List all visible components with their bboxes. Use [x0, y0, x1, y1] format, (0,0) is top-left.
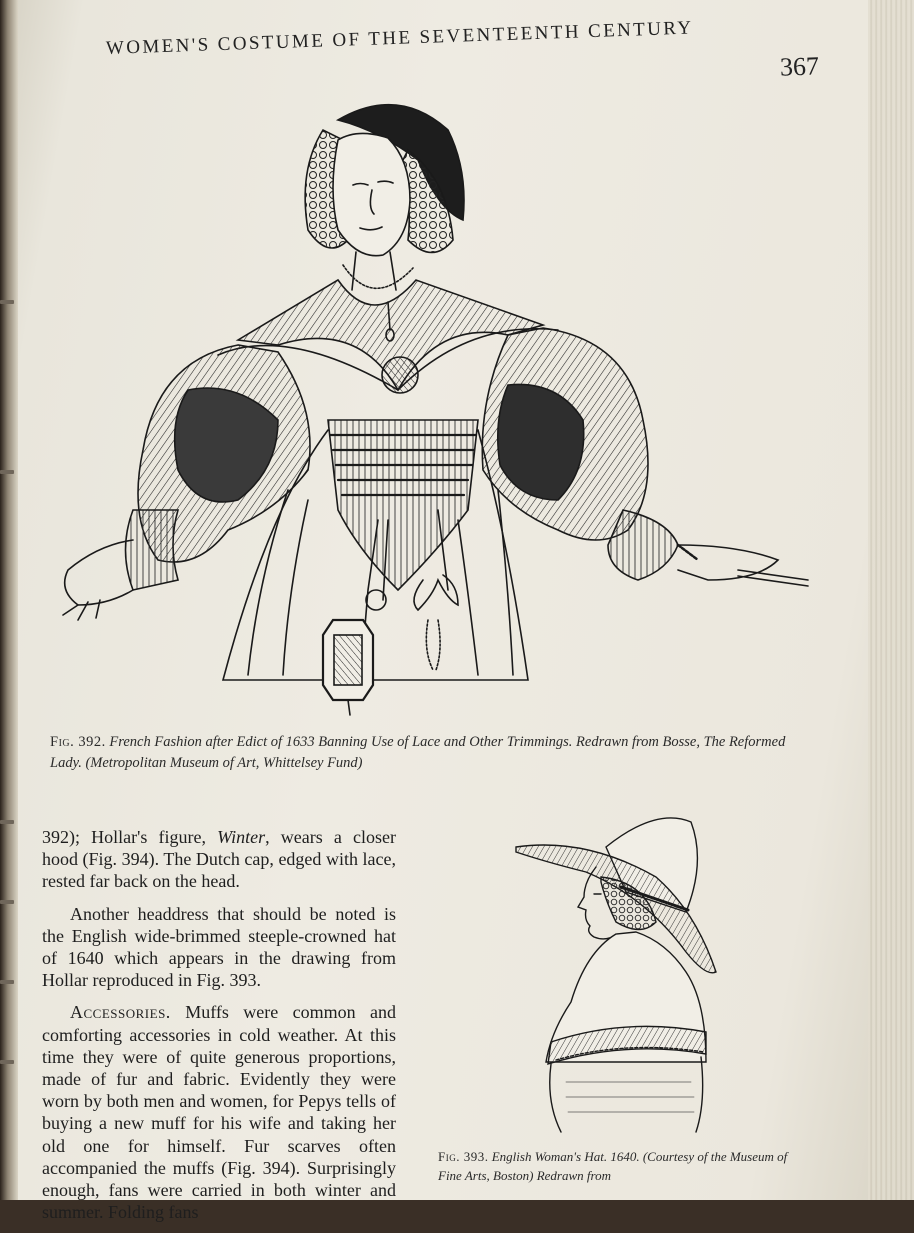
figure-393-caption	[438, 1148, 798, 1186]
figure-393-caption-text: English Woman's Hat. 1640. (Courtesy of the Museum of Fine Arts, Boston) Redrawn from	[438, 1149, 788, 1183]
paragraph-1: 392); Hollar's figure, Winter, wears a closer hood (Fig. 394). The Dutch cap, edged with lace, rested far back on the head.	[42, 827, 396, 892]
figure-392-caption	[50, 732, 820, 774]
section-heading-accessories: Accessories.	[70, 1002, 171, 1023]
paragraph-2: Another headdress that should be noted is the English wide-brimmed steeple-crowned hat of 1640 which appears in the drawing from Hollar reproduced in Fig. 393.	[42, 903, 396, 991]
figure-393-illustration	[506, 802, 736, 1142]
book-page	[18, 0, 914, 1223]
figure-392-number: Fig. 392.	[50, 734, 106, 750]
body-text	[42, 826, 396, 1233]
artwork-title: Winter	[217, 827, 266, 847]
figure-392-caption-text: French Fashion after Edict of 1633 Banning Use of Lace and Other Trimmings. Redrawn from Bosse, The Reformed Lady. (Metropolitan Museum of Art, Whittelsey Fund)	[50, 734, 786, 772]
paragraph-accessories: Accessories. Muffs were common and comforting accessories in cold weather. At this time they were of quite generous proportions, made of fur and fabric. Evidently they were worn by both men and women, for Pepys tells of buying a new muff for his wife and taking her old one for himself. Fur scarves often accompanied the muffs (Fig. 394). Surprisingly enough, fans were carried in both winter and summer. Folding fans	[42, 1002, 396, 1223]
figure-392-illustration	[38, 90, 818, 720]
page-number: 367	[779, 51, 820, 82]
page-stack-edge	[868, 0, 914, 1200]
figure-393-number: Fig. 393.	[438, 1149, 489, 1164]
running-head: WOMEN'S COSTUME OF THE SEVENTEENTH CENTURY	[105, 17, 694, 59]
